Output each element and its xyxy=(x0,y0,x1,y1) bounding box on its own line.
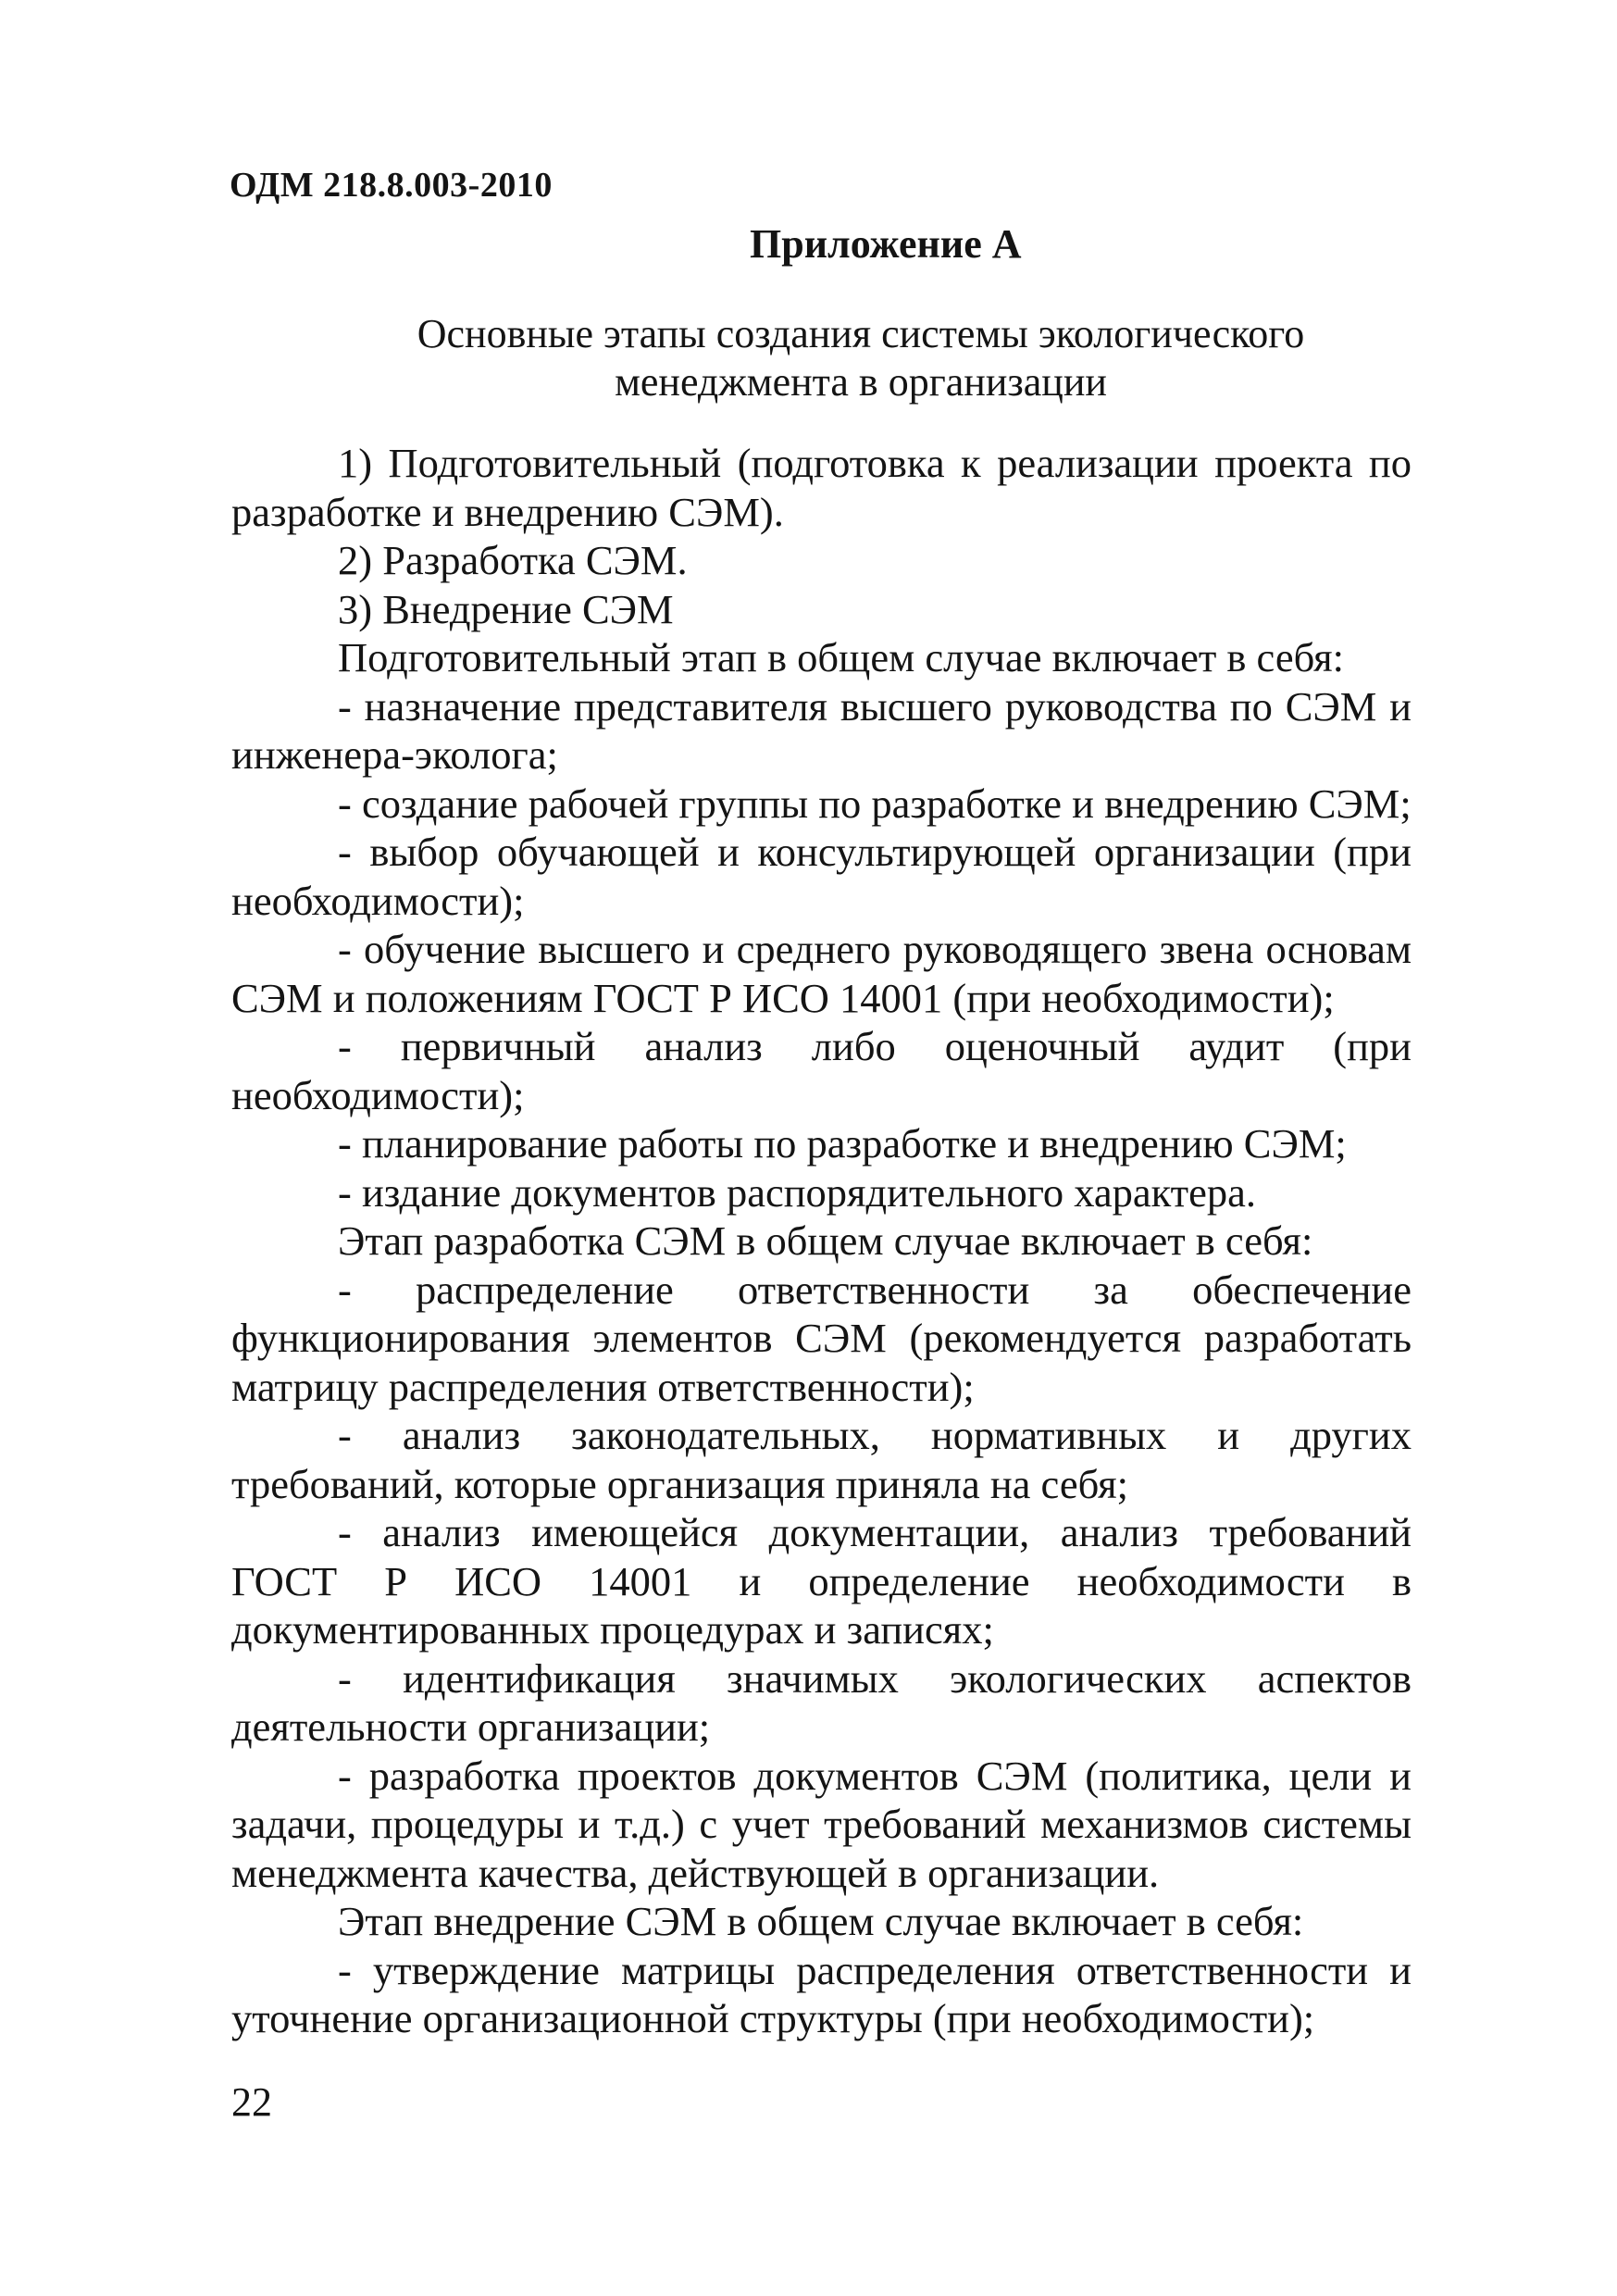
list-item: - выбор обучающей и консультирующей организации (при необходимости); xyxy=(231,829,1412,924)
paragraph-implementation-intro: Этап внедрение СЭМ в общем случае включает в себя: xyxy=(338,1898,1304,1944)
paragraph-stage-3: 3) Внедрение СЭМ xyxy=(338,585,674,632)
list-item: - планирование работы по разработке и внедрению СЭМ; xyxy=(338,1120,1347,1167)
paragraph-prep-intro: Подготовительный этап в общем случае включает в себя: xyxy=(338,634,1344,680)
list-item: - издание документов распорядительного характера. xyxy=(338,1168,1256,1216)
list-item: - распределение ответственности за обеспечение функционирования элементов СЭМ (рекомендуется разработать матрицу распределения ответственности); xyxy=(231,1266,1412,1410)
page-number: 22 xyxy=(231,2079,272,2125)
appendix-label: Приложение А xyxy=(750,221,1022,267)
list-item: - создание рабочей группы по разработке и внедрению СЭМ; xyxy=(338,780,1412,827)
body-text xyxy=(231,439,1412,2043)
list-item: - назначение представителя высшего руководства по СЭМ и инженера-эколога; xyxy=(231,682,1412,778)
document-code: ОДМ 218.8.003-2010 xyxy=(230,166,553,205)
list-item: - разработка проектов документов СЭМ (политика, цели и задачи, процедуры и т.д.) с учет требований механизмов системы менеджмента качества, действующей в организации. xyxy=(231,1752,1412,1896)
section-title-line-1: Основные этапы создания системы экологического xyxy=(417,311,1305,356)
paragraph-stage-2: 2) Разработка СЭМ. xyxy=(338,537,688,583)
list-item: - идентификация значимых экологических аспектов деятельности организации; xyxy=(231,1654,1412,1750)
section-title-line-2: менеджмента в организации xyxy=(615,359,1107,405)
paragraph-development-intro: Этап разработка СЭМ в общем случае включает в себя: xyxy=(338,1217,1313,1264)
list-item: - обучение высшего и среднего руководящего звена основам СЭМ и положениям ГОСТ Р ИСО 14001 (при необходимости); xyxy=(231,926,1412,1021)
list-item: - первичный анализ либо оценочный аудит (при необходимости); xyxy=(231,1023,1412,1118)
list-item: - анализ имеющейся документации, анализ требований ГОСТ Р ИСО 14001 и определение необходимости в документированных процедурах и записях; xyxy=(231,1509,1412,1653)
list-item: - анализ законодательных, нормативных и других требований, которые организация приняла на себя; xyxy=(231,1412,1412,1507)
paragraph-stage-1: 1) Подготовительный (подготовка к реализации проекта по разработке и внедрению СЭМ). xyxy=(231,440,1412,535)
list-item: - утверждение матрицы распределения ответственности и уточнение организационной структуры (при необходимости); xyxy=(231,1946,1412,2041)
